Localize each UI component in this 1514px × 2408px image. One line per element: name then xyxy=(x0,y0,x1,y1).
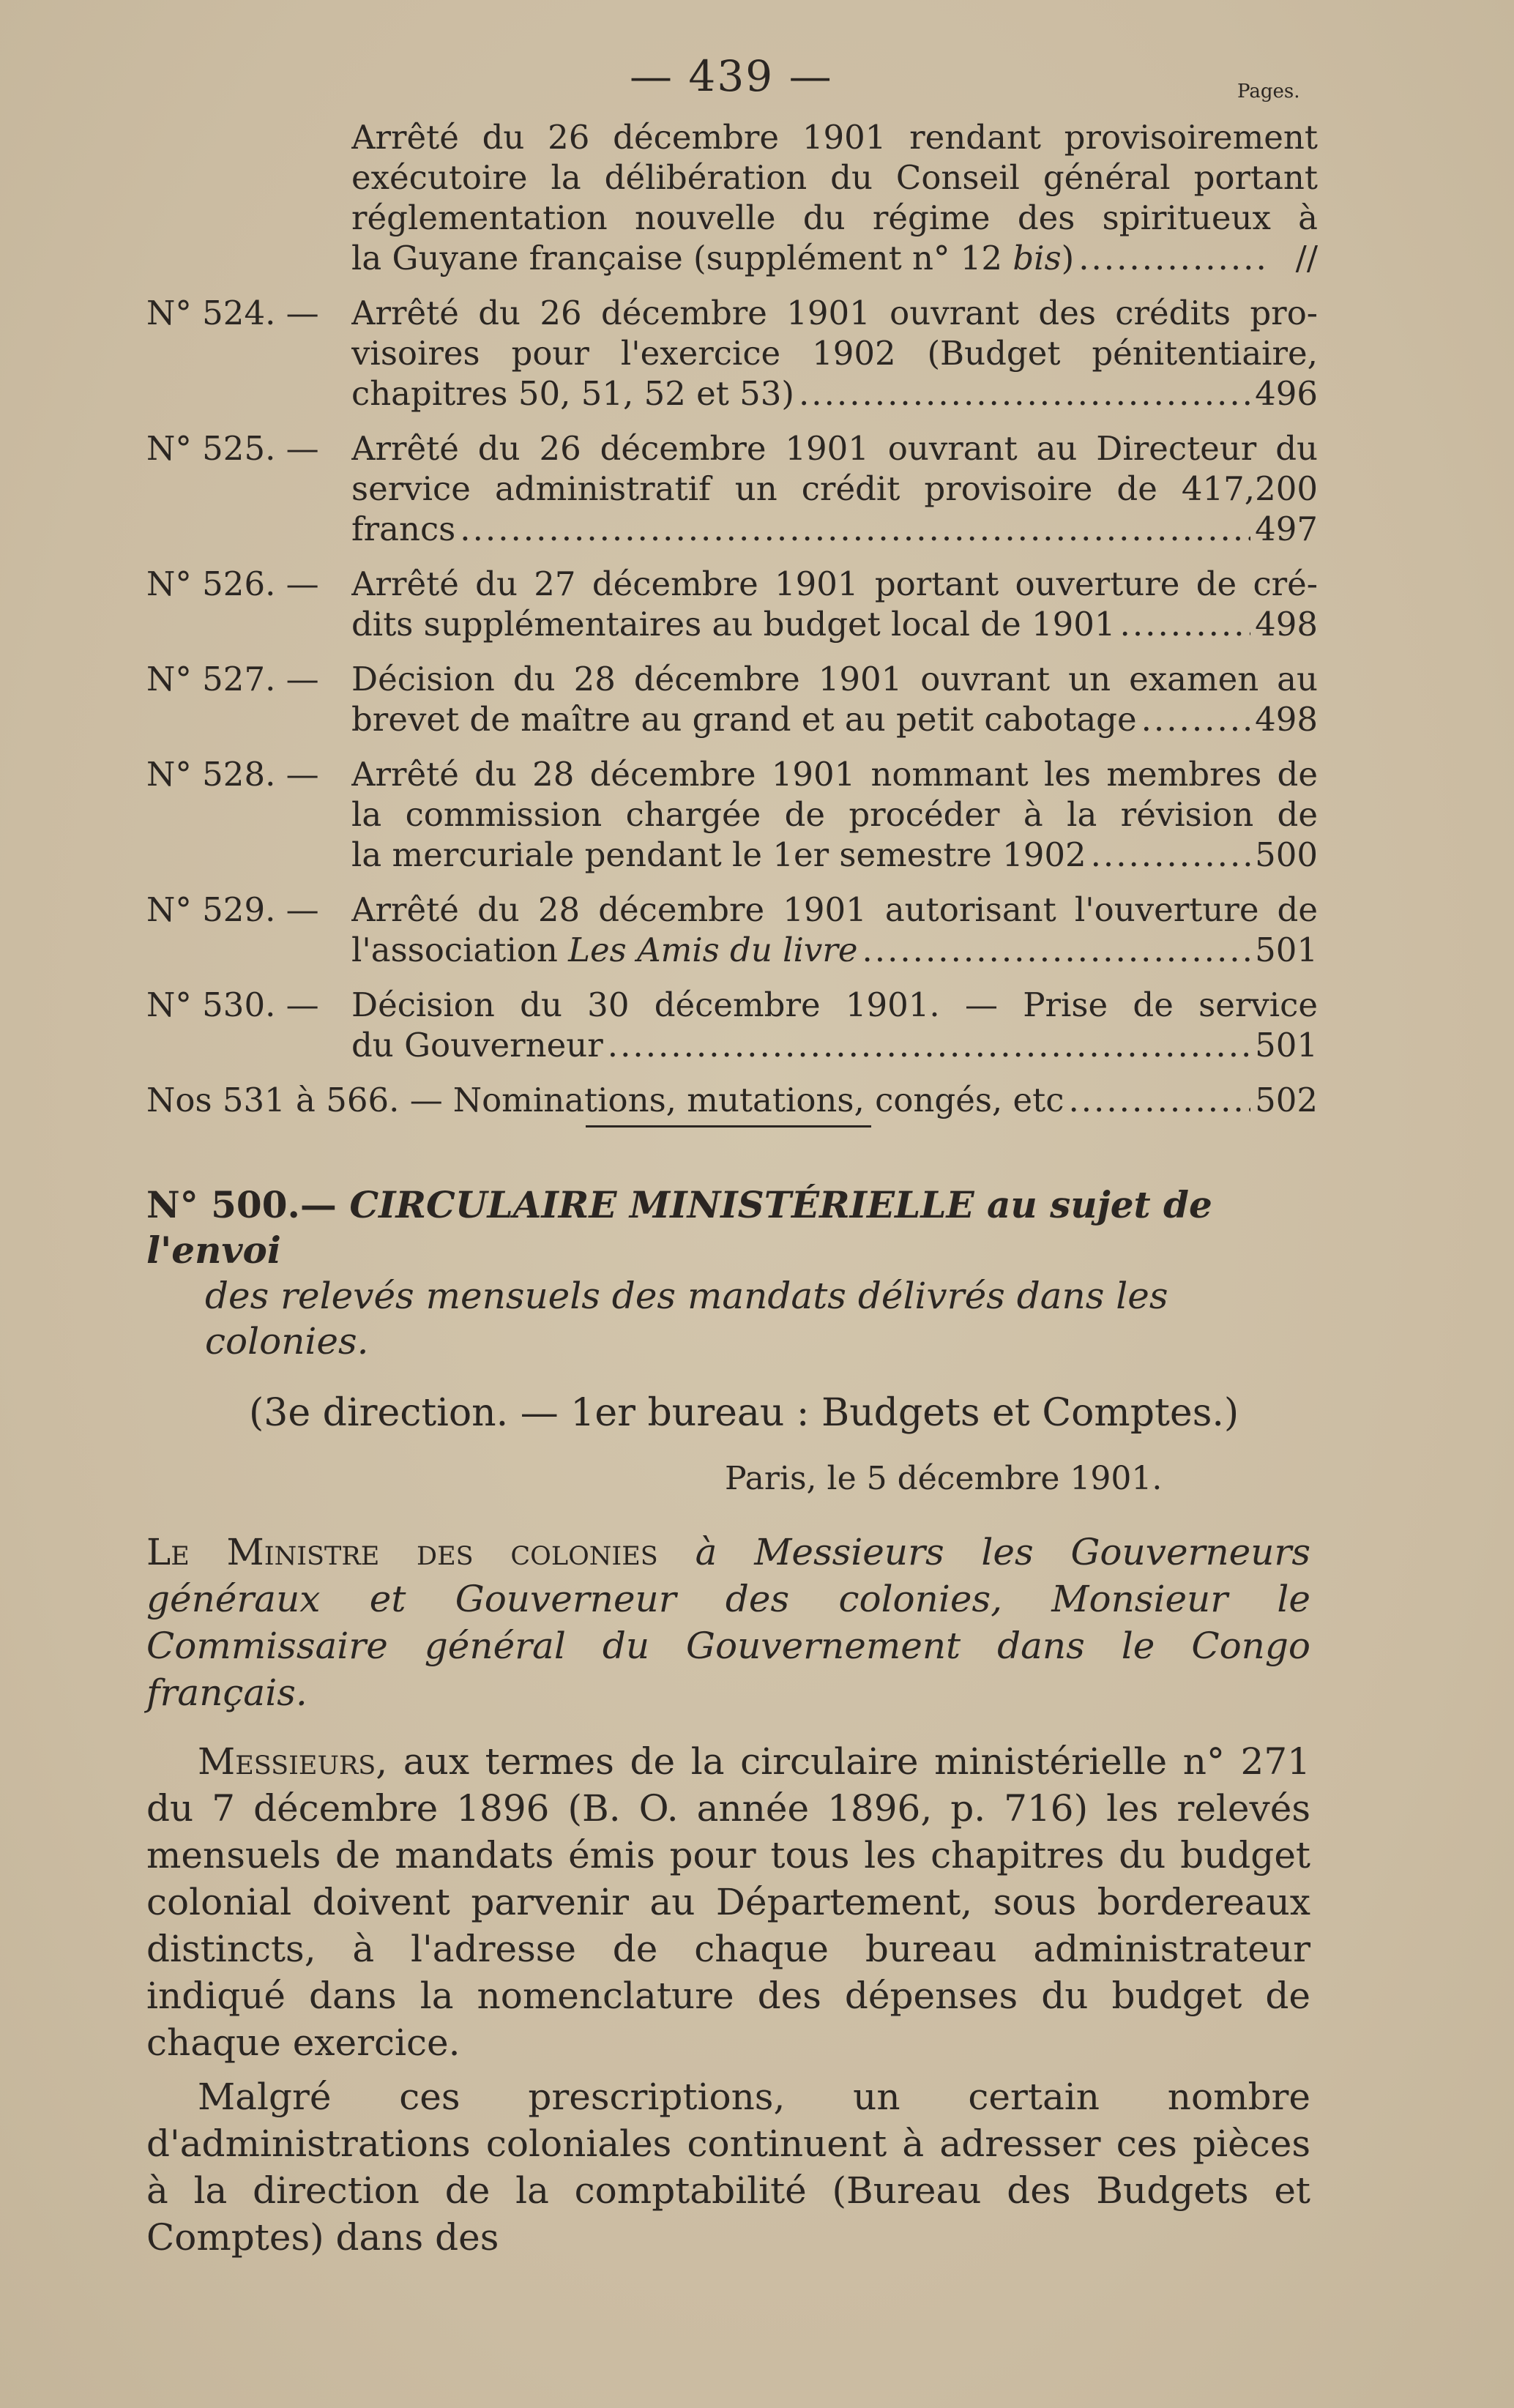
paragraph-1-text: aux termes de la circulaire ministérielle n° 271 du 7 décembre 1896 (B. O. année 1896, p. 716) les relevés mensuels de mandats émis pour tous les chapitres du budget colonial doivent parvenir au Département, sous bordereaux distincts, à l'adresse de chaque bureau administrateur indiqué dans la nomenclature des dépenses du budget de chaque exercice. xyxy=(146,1740,1310,2064)
toc-entry-number: N° 525. — xyxy=(146,429,319,468)
toc-entry-text: réglementation nouvelle du régime des spiritueux à xyxy=(351,198,1318,237)
toc-entry-line xyxy=(146,238,1318,278)
toc-entry xyxy=(146,890,1318,970)
toc-entry-line xyxy=(146,117,1318,157)
dot-leader xyxy=(460,509,1250,549)
toc-entry-text: dits supplémentaires au budget local de 1901 xyxy=(351,605,1116,644)
dot-leader xyxy=(1120,604,1251,644)
toc-entry-line xyxy=(146,985,1318,1025)
toc-entry-text: chapitres 50, 51, 52 et 53) xyxy=(351,374,794,413)
toc-entry xyxy=(146,985,1318,1065)
address-sender: Le Ministre des colonies xyxy=(146,1531,658,1573)
toc-entry-line xyxy=(146,428,1318,469)
dot-leader xyxy=(1078,238,1269,278)
toc-entry xyxy=(146,117,1318,278)
toc-entry-line xyxy=(146,604,1318,644)
toc-entry xyxy=(146,428,1318,549)
body-paragraph-1 xyxy=(146,1738,1310,2066)
toc-page-reference: // xyxy=(1295,239,1318,277)
toc-entry-number: N° 529. — xyxy=(146,890,319,929)
toc-entry-text-prefix: la Guyane française (supplément n° 12 xyxy=(351,239,1013,277)
toc-entry-number: N° 527. — xyxy=(146,660,319,698)
address-recipients: à Messieurs les Gouverneurs généraux et Gouverneur des colonies, Monsieur le Commissaire général du Gouvernement dans le Congo français. xyxy=(146,1531,1310,1714)
section-divider xyxy=(586,1125,871,1127)
toc-entry xyxy=(146,1080,1318,1120)
dot-leader xyxy=(1068,1080,1250,1120)
toc-entry-line xyxy=(146,564,1318,604)
toc-entry-text-prefix: l'association xyxy=(351,931,569,969)
toc-entry-number: Nos 531 à 566. — xyxy=(146,1081,443,1119)
toc-entry-text: du Gouverneur xyxy=(351,1026,603,1065)
toc-entry-text: Arrêté du 26 décembre 1901 ouvrant au Directeur du xyxy=(351,429,1318,468)
toc-entry xyxy=(146,754,1318,875)
toc-entry-line xyxy=(146,1025,1318,1065)
toc-entry xyxy=(146,293,1318,414)
toc-entry-text: la commission chargée de procéder à la révision de xyxy=(351,795,1318,834)
toc-entry-line xyxy=(146,198,1318,238)
dot-leader xyxy=(799,373,1250,414)
toc-entry-line xyxy=(146,293,1318,333)
toc-page-reference: 496 xyxy=(1255,374,1318,413)
circular-direction: (3e direction. — 1er bureau : Budgets et Comptes.) xyxy=(249,1391,1239,1435)
toc-page-reference: 502 xyxy=(1255,1081,1318,1119)
toc-entry xyxy=(146,659,1318,739)
salutation: Messieurs, xyxy=(198,1740,388,1783)
toc-entry-line xyxy=(146,659,1318,699)
toc-entry-text: Arrêté du 26 décembre 1901 rendant provisoirement xyxy=(351,118,1318,157)
toc-entry-text xyxy=(351,930,857,970)
toc-entry-text: Arrêté du 26 décembre 1901 ouvrant des crédits pro- xyxy=(351,294,1318,332)
toc-entry-number: N° 530. — xyxy=(146,985,319,1024)
toc-entry-text: Arrêté du 28 décembre 1901 nommant les membres de xyxy=(351,755,1318,794)
toc-page-reference: 500 xyxy=(1255,835,1318,874)
toc-entry-text: exécutoire la délibération du Conseil général portant xyxy=(351,158,1318,197)
toc-entry-text: Arrêté du 28 décembre 1901 autorisant l'ouverture de xyxy=(351,890,1318,929)
toc-entry-line xyxy=(146,373,1318,414)
toc-entry xyxy=(146,564,1318,644)
toc-entry-line xyxy=(146,890,1318,930)
circular-date: Paris, le 5 décembre 1901. xyxy=(725,1460,1163,1497)
toc-page-reference: 498 xyxy=(1255,605,1318,644)
toc-entry-line xyxy=(146,835,1318,875)
dot-leader xyxy=(862,930,1250,970)
toc-entry-text: Décision du 30 décembre 1901. — Prise de service xyxy=(351,985,1318,1024)
toc-page-reference: 501 xyxy=(1255,1026,1318,1065)
toc-entry-line xyxy=(146,333,1318,373)
toc-entry-text: Décision du 28 décembre 1901 ouvrant un examen au xyxy=(351,660,1318,698)
toc-entry-line xyxy=(146,930,1318,970)
toc-entry-number: N° 524. — xyxy=(146,294,319,332)
toc-entry-text: Nominations, mutations, congés, etc xyxy=(452,1081,1064,1119)
toc-entry-text: francs xyxy=(351,510,456,548)
circular-title-line1: CIRCULAIRE MINISTÉRIELLE au sujet de l'envoi xyxy=(146,1183,1212,1272)
circular-body xyxy=(146,1738,1310,2261)
circular-address xyxy=(146,1529,1310,1716)
toc-page-reference: 501 xyxy=(1255,931,1318,969)
dot-leader xyxy=(608,1025,1250,1065)
page-header xyxy=(0,44,1514,110)
toc-entry-text: brevet de maître au grand et au petit cabotage xyxy=(351,700,1137,739)
toc-page-reference: 497 xyxy=(1255,510,1318,548)
toc-entry-line xyxy=(146,754,1318,794)
circular-title xyxy=(146,1182,1310,1273)
circular-section xyxy=(146,1182,1310,2268)
toc-entry-text: visoires pour l'exercice 1902 (Budget pénitentiaire, xyxy=(351,334,1318,373)
toc-entry-text: la mercuriale pendant le 1er semestre 1902 xyxy=(351,835,1086,874)
toc-entry-text xyxy=(351,238,1074,278)
pages-column-label: Pages. xyxy=(1237,81,1300,102)
toc-entry-line xyxy=(146,157,1318,198)
toc-entry-line xyxy=(146,794,1318,835)
toc-entry-line xyxy=(146,469,1318,509)
toc-entry-line xyxy=(146,699,1318,739)
toc-entry-text-suffix: ) xyxy=(1061,239,1075,277)
toc-entry-text-italic: Les Amis du livre xyxy=(568,931,858,969)
circular-title-line2: des relevés mensuels des mandats délivrés dans les colonies. xyxy=(205,1275,1168,1363)
toc-entry-line xyxy=(146,1080,1318,1120)
toc-entry-number: N° 528. — xyxy=(146,755,319,794)
toc-page-reference: 498 xyxy=(1255,700,1318,739)
circular-number: N° 500.— xyxy=(146,1183,337,1226)
dot-leader xyxy=(1091,835,1251,875)
table-of-contents xyxy=(146,117,1318,1135)
body-paragraph-2: Malgré ces prescriptions, un certain nombre d'administrations coloniales continuent à adresser ces pièces à la direction de la comptabilité (Bureau des Budgets et Comptes) dans des xyxy=(146,2076,1310,2259)
toc-entry-text: service administratif un crédit provisoire de 417,200 xyxy=(351,469,1318,508)
toc-entry-number: N° 526. — xyxy=(146,564,319,603)
dot-leader xyxy=(1141,699,1250,739)
toc-entry-line xyxy=(146,509,1318,549)
toc-entry-text-italic: bis xyxy=(1013,239,1062,277)
toc-entry-text: Arrêté du 27 décembre 1901 portant ouverture de cré- xyxy=(351,564,1318,603)
page-number: — 439 — xyxy=(630,51,833,101)
